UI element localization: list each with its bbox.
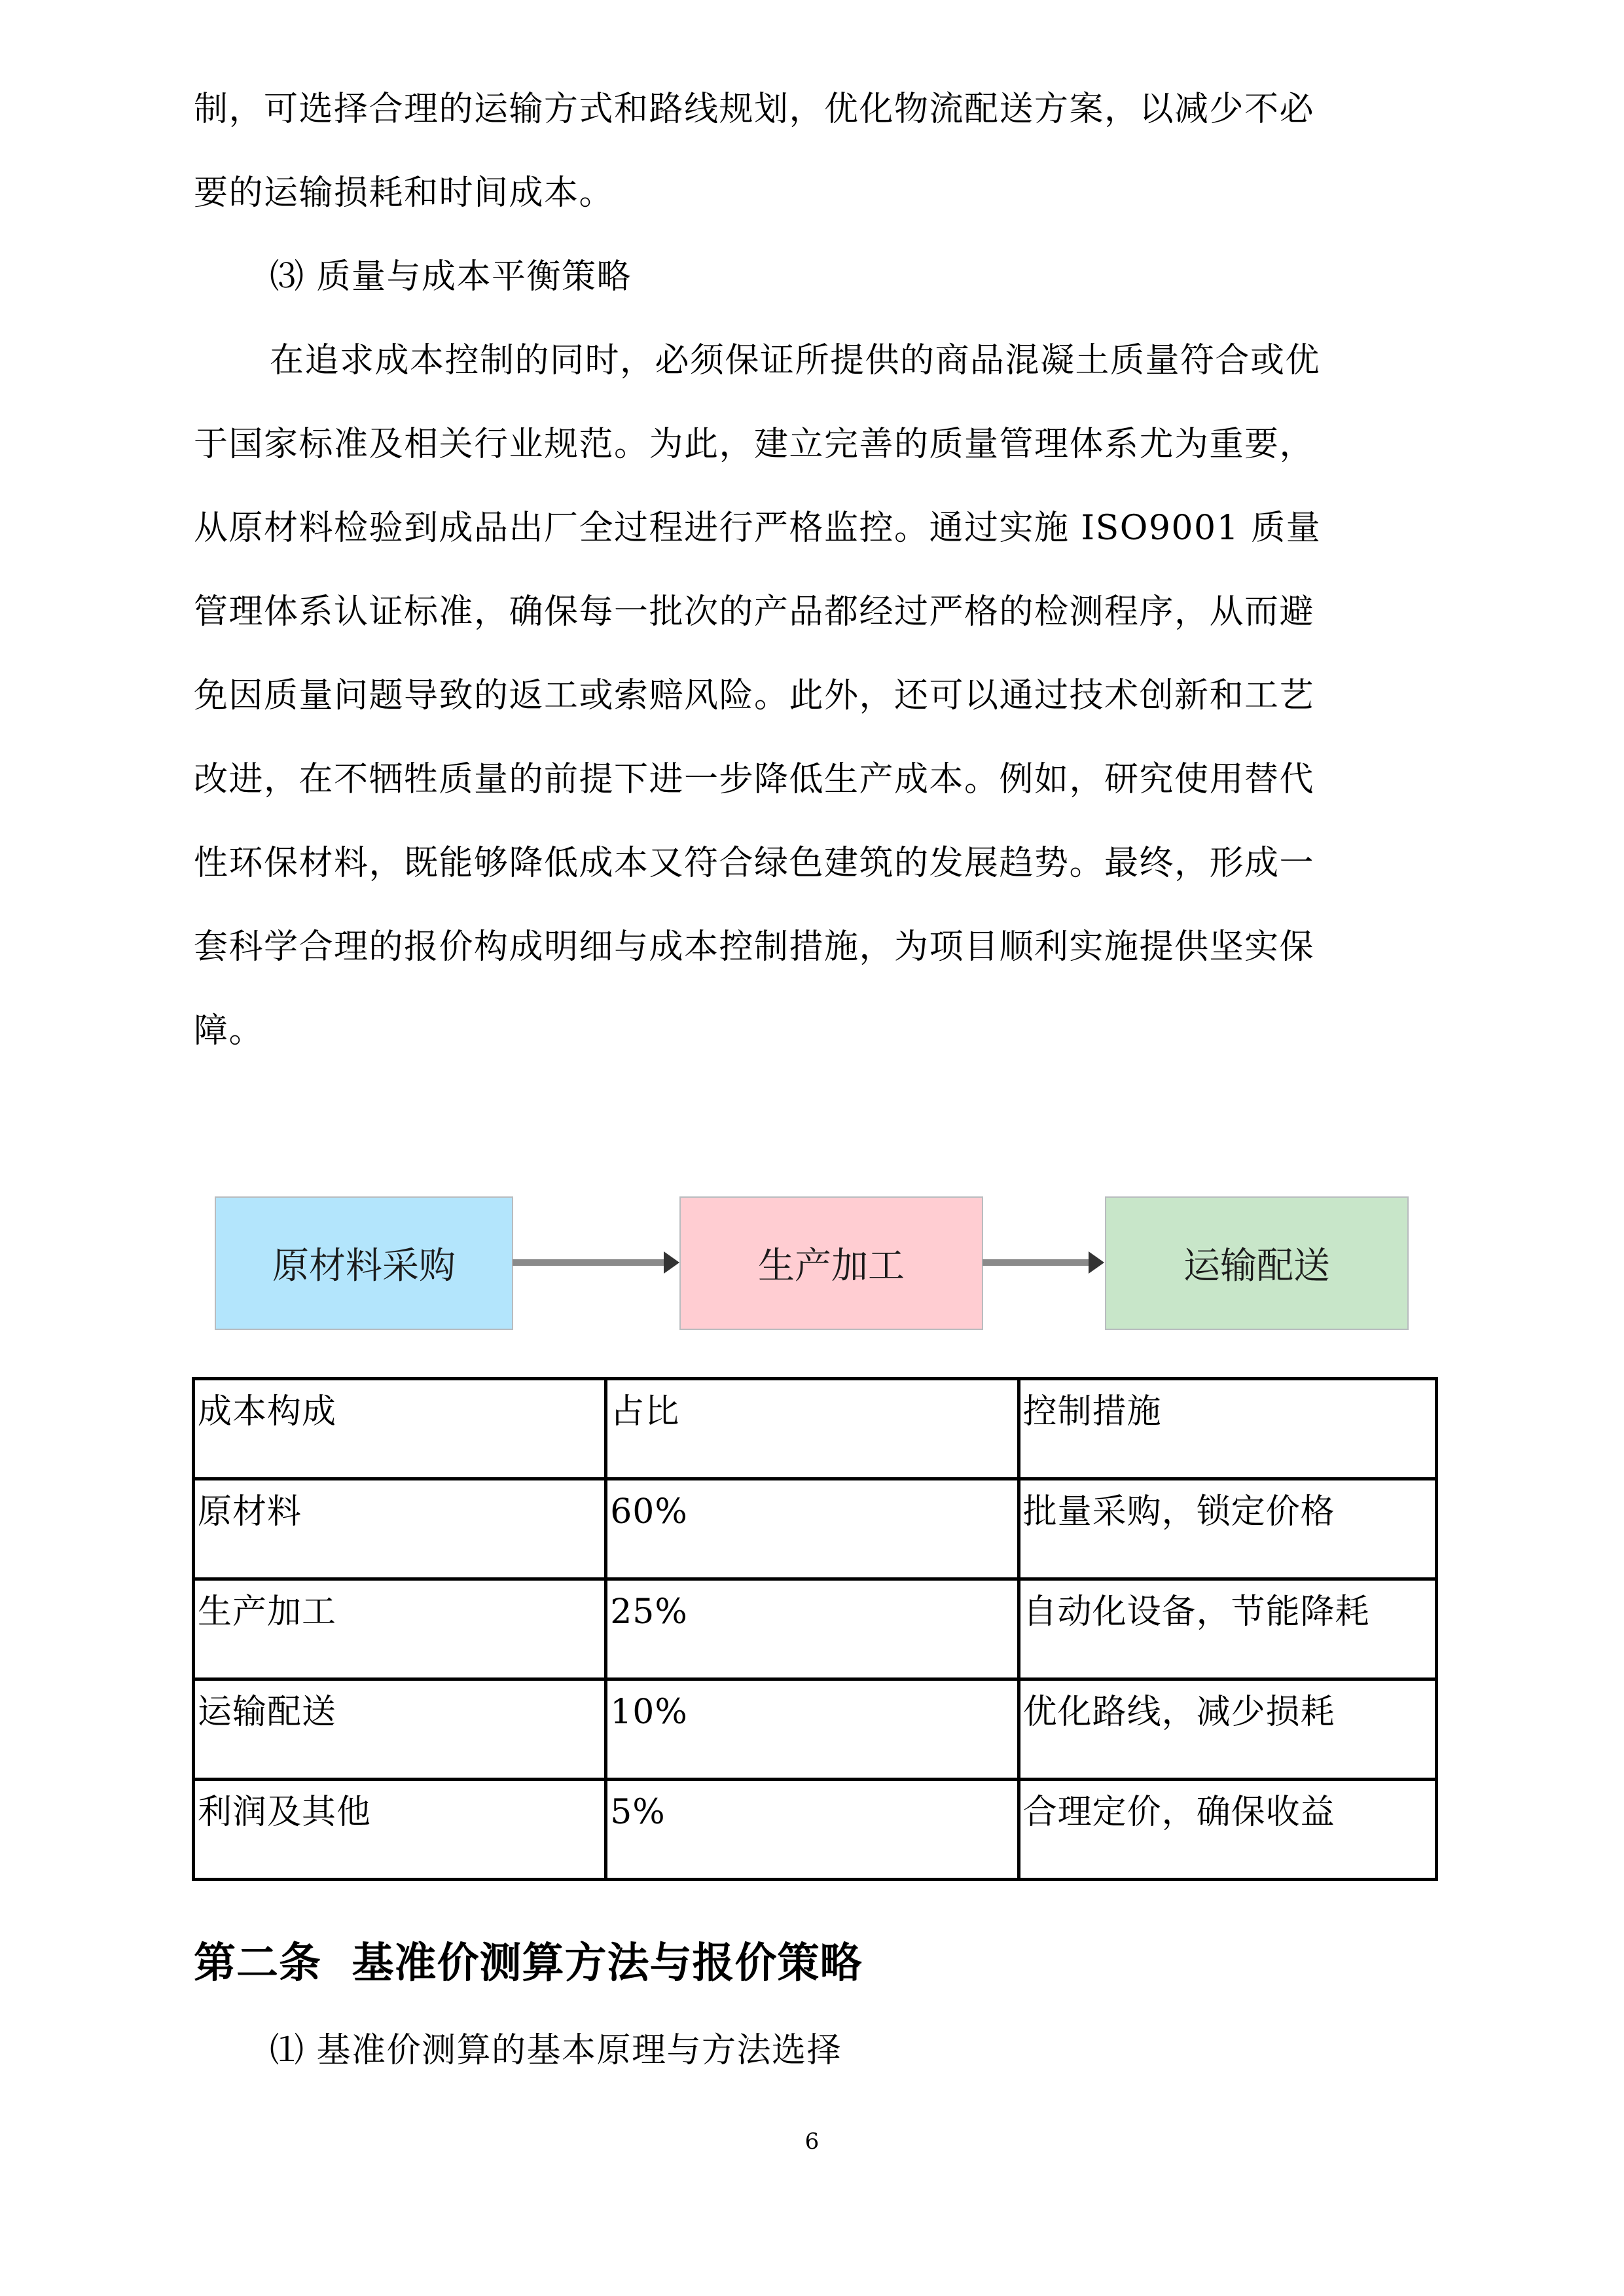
- table-row: [194, 1679, 1437, 1780]
- section-heading: 第二条 基准价测算方法与报价策略: [194, 1939, 863, 1988]
- table-cell: 运输配送: [194, 1679, 606, 1780]
- process-flow-diagram: [0, 1196, 1624, 1329]
- table-cell: 生产加工: [194, 1579, 606, 1679]
- paragraph-line: 在追求成本控制的同时，必须保证所提供的商品混凝土质量符合或优: [270, 341, 1321, 380]
- paragraph-line: 障。: [194, 1011, 264, 1050]
- arrow-right-icon: [513, 1257, 679, 1268]
- table-header-row: [194, 1379, 1437, 1479]
- subsection-title: ⑶ 质量与成本平衡策略: [270, 257, 632, 296]
- table-header-cell: 成本构成: [194, 1379, 606, 1479]
- table-cell: 合理定价，确保收益: [1019, 1780, 1436, 1880]
- table-cell: 利润及其他: [194, 1780, 606, 1880]
- flow-step-label: 生产加工: [758, 1245, 905, 1287]
- table-cell: 自动化设备，节能降耗: [1019, 1579, 1436, 1679]
- table-header-cell: 占比: [606, 1379, 1019, 1479]
- paragraph-line: 免因质量问题导致的返工或索赔风险。此外，还可以通过技术创新和工艺: [194, 676, 1315, 715]
- paragraph-line: 性环保材料，既能够降低成本又符合绿色建筑的发展趋势。最终，形成一: [194, 844, 1315, 883]
- paragraph-line: 改进，在不牺牲质量的前提下进一步降低生产成本。例如，研究使用替代: [194, 760, 1315, 799]
- arrow-right-icon: [983, 1257, 1104, 1268]
- flow-step-label: 运输配送: [1183, 1245, 1330, 1287]
- table-cell: 5%: [606, 1780, 1019, 1880]
- flow-step-raw-material: [215, 1196, 513, 1330]
- flow-step-transport: [1105, 1196, 1409, 1330]
- table-row: [194, 1479, 1437, 1579]
- table-cell: 25%: [606, 1579, 1019, 1679]
- flow-step-production: [679, 1196, 983, 1330]
- paragraph-line: 于国家标准及相关行业规范。为此，建立完善的质量管理体系尤为重要，: [194, 425, 1315, 464]
- table-cell: 原材料: [194, 1479, 606, 1579]
- table-cell: 批量采购，锁定价格: [1019, 1479, 1436, 1579]
- paragraph-line: 要的运输损耗和时间成本。: [194, 173, 615, 213]
- table-row: [194, 1579, 1437, 1679]
- flow-step-label: 原材料采购: [272, 1245, 456, 1287]
- table-header-cell: 控制措施: [1019, 1379, 1436, 1479]
- subsection-title: ⑴ 基准价测算的基本原理与方法选择: [270, 2031, 842, 2070]
- table-cell: 60%: [606, 1479, 1019, 1579]
- page-number: 6: [804, 2128, 820, 2155]
- paragraph-line: 管理体系认证标准，确保每一批次的产品都经过严格的检测程序，从而避: [194, 592, 1315, 632]
- table-cell: 10%: [606, 1679, 1019, 1780]
- paragraph-line: 制，可选择合理的运输方式和路线规划，优化物流配送方案，以减少不必: [194, 90, 1315, 129]
- paragraph-line: 从原材料检验到成品出厂全过程进行严格监控。通过实施 ISO9001 质量: [194, 509, 1322, 548]
- paragraph-line: 套科学合理的报价构成明细与成本控制措施，为项目顺利实施提供坚实保: [194, 927, 1315, 967]
- table-row: [194, 1780, 1437, 1880]
- cost-composition-table: [192, 1377, 1438, 1881]
- table-cell: 优化路线，减少损耗: [1019, 1679, 1436, 1780]
